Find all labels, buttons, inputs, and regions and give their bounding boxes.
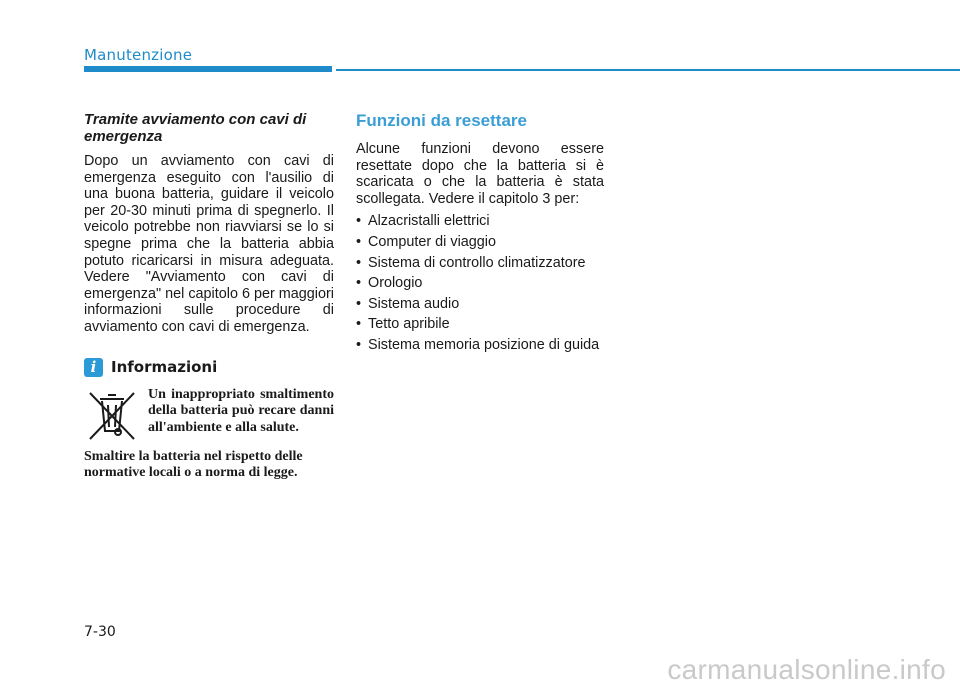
crossed-bin-icon (84, 387, 140, 443)
reset-functions-list (356, 213, 604, 353)
left-column (84, 111, 334, 482)
list-item: • Sistema memoria posizione di guida (356, 337, 604, 354)
disposal-instruction: Smaltire la batteria nel rispetto delle normative locali o a norma di legge. (84, 448, 303, 481)
list-item: • Tetto apribile (356, 316, 604, 333)
info-icon: i (84, 358, 103, 377)
disposal-warning: Un inappropriato smaltimento della batteria può recare danni all'ambiente e alla salute. (148, 386, 334, 435)
list-item: • Sistema audio (356, 296, 604, 313)
section-header: Manutenzione (84, 46, 193, 64)
list-item: • Computer di viaggio (356, 234, 604, 251)
header-rule-thin (336, 69, 960, 71)
reset-intro: Alcune funzioni devono essere resettate dopo che la batteria si è scaricata o che la batteria è stata scollegata. Vedere il capitolo 3 per: (356, 141, 604, 207)
info-header (84, 358, 334, 377)
list-item: • Orologio (356, 275, 604, 292)
subheading: Tramite avviamento con cavi di emergenza (84, 111, 307, 145)
jump-start-paragraph: Dopo un avviamento con cavi di emergenza eseguito con l'ausilio di una buona batteria, guidare il veicolo per 20-30 minuti prima di spegnerlo. Il veicolo potrebbe non riavviarsi se lo si spegne prima che la batteria abbia potuto ricaricarsi in misura adeguata. Vedere "Avviamento con cavi di emergenza" nel capitolo 6 per maggiori informazioni sulle procedure di avviamento con cavi di emergenza. (84, 153, 334, 335)
watermark: carmanualsonline.info (667, 654, 946, 685)
list-item: • Sistema di controllo climatizzatore (356, 255, 604, 272)
page-number: 7-30 (84, 624, 116, 640)
reset-functions-title: Funzioni da resettare (356, 111, 527, 130)
right-column (356, 111, 604, 358)
disposal-note (84, 387, 334, 443)
list-item: • Alzacristalli elettrici (356, 213, 604, 230)
info-title: Informazioni (111, 358, 218, 377)
header-rule-thick (84, 66, 332, 72)
